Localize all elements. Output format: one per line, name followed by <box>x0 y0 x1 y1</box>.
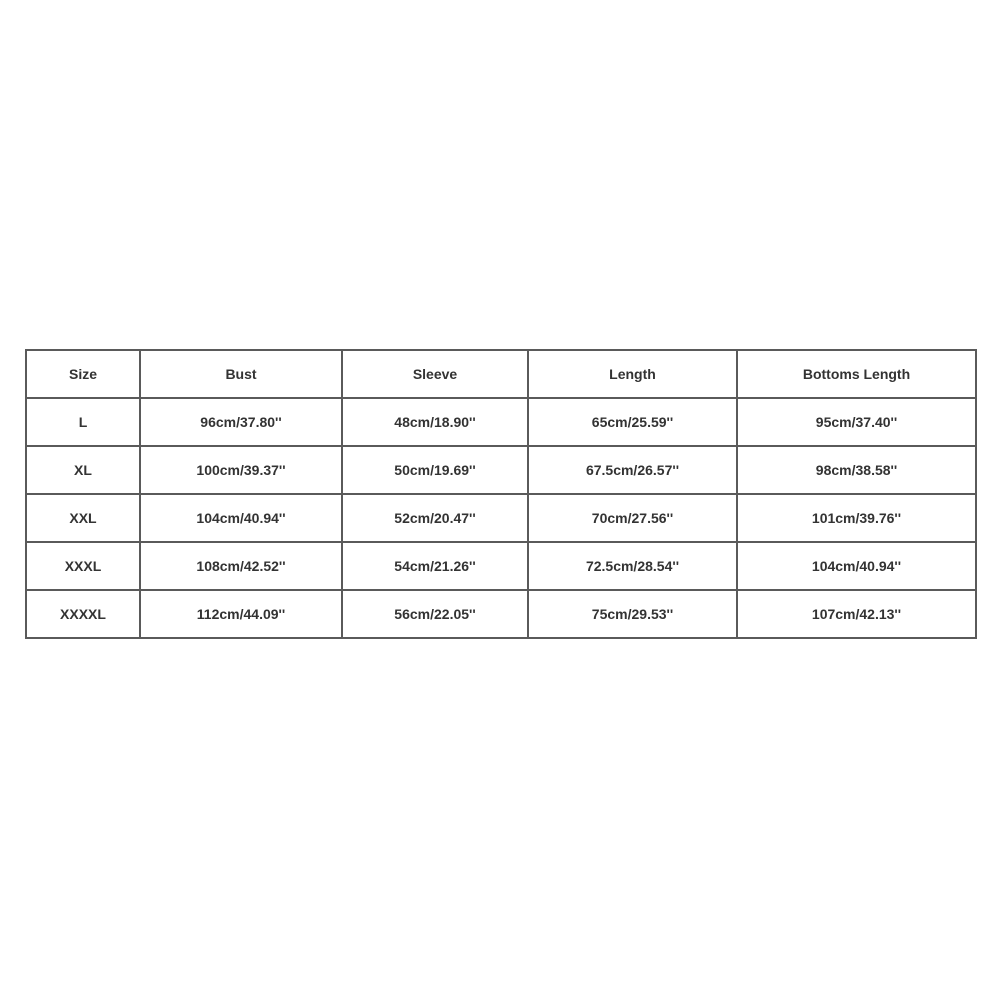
cell-bottoms-length: 101cm/39.76'' <box>737 494 976 542</box>
cell-sleeve: 52cm/20.47'' <box>342 494 528 542</box>
header-size: Size <box>26 350 140 398</box>
size-chart-table <box>25 349 977 639</box>
table-row <box>26 542 976 590</box>
cell-bottoms-length: 95cm/37.40'' <box>737 398 976 446</box>
cell-size: XL <box>26 446 140 494</box>
header-sleeve: Sleeve <box>342 350 528 398</box>
cell-length: 72.5cm/28.54'' <box>528 542 737 590</box>
table-row <box>26 494 976 542</box>
cell-size: XXXL <box>26 542 140 590</box>
cell-size: XXL <box>26 494 140 542</box>
table-row <box>26 446 976 494</box>
header-bottoms-length: Bottoms Length <box>737 350 976 398</box>
cell-bust: 108cm/42.52'' <box>140 542 342 590</box>
cell-length: 75cm/29.53'' <box>528 590 737 638</box>
table-row <box>26 398 976 446</box>
cell-sleeve: 54cm/21.26'' <box>342 542 528 590</box>
cell-size: XXXXL <box>26 590 140 638</box>
cell-length: 70cm/27.56'' <box>528 494 737 542</box>
cell-sleeve: 48cm/18.90'' <box>342 398 528 446</box>
cell-bottoms-length: 98cm/38.58'' <box>737 446 976 494</box>
cell-sleeve: 50cm/19.69'' <box>342 446 528 494</box>
cell-bust: 112cm/44.09'' <box>140 590 342 638</box>
header-bust: Bust <box>140 350 342 398</box>
cell-bottoms-length: 107cm/42.13'' <box>737 590 976 638</box>
cell-sleeve: 56cm/22.05'' <box>342 590 528 638</box>
cell-length: 65cm/25.59'' <box>528 398 737 446</box>
cell-bust: 100cm/39.37'' <box>140 446 342 494</box>
cell-bottoms-length: 104cm/40.94'' <box>737 542 976 590</box>
header-length: Length <box>528 350 737 398</box>
cell-length: 67.5cm/26.57'' <box>528 446 737 494</box>
cell-bust: 104cm/40.94'' <box>140 494 342 542</box>
table-row <box>26 590 976 638</box>
table-header-row <box>26 350 976 398</box>
cell-bust: 96cm/37.80'' <box>140 398 342 446</box>
cell-size: L <box>26 398 140 446</box>
